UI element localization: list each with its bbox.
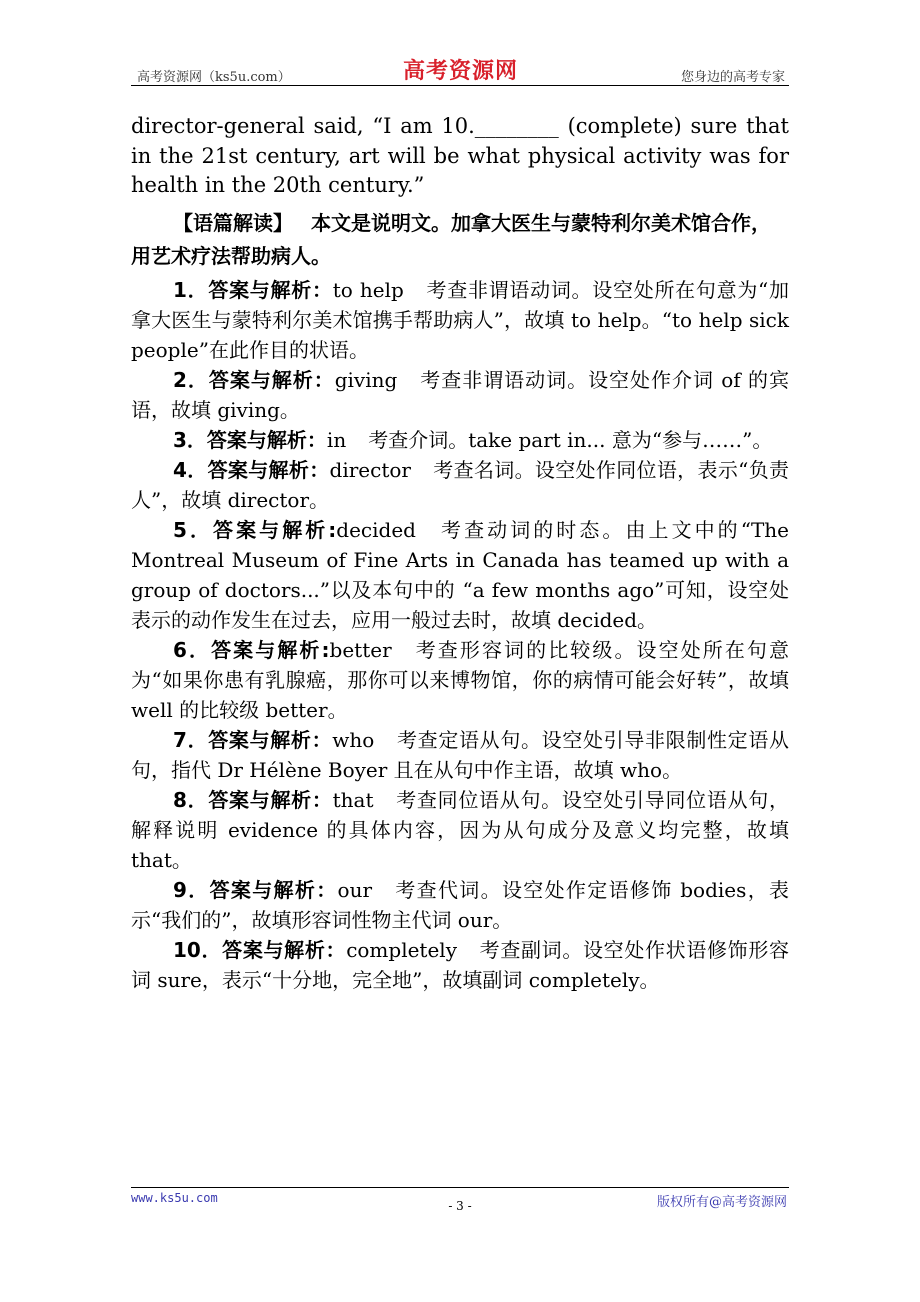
answer-number: 10．: [173, 937, 223, 962]
header-site-name: 高考资源网（ks5u.com）: [137, 70, 291, 85]
page-header: [131, 52, 789, 86]
answer-number: 8．: [173, 787, 209, 812]
answer-number: 3．: [173, 427, 207, 452]
answer-item: [131, 725, 789, 785]
header-logo: 高考资源网: [403, 58, 519, 84]
answer-explanation: 考查定语从句。设空处引导非限制性定语从句，指代 Dr Hélène Boyer 且在从句中作主语，故填 who。: [131, 727, 790, 782]
answer-key: in: [326, 427, 347, 452]
answer-explanation: 考查非谓语动词。设空处作介词 of 的宾语，故填 giving。: [131, 367, 790, 422]
answer-list: [131, 275, 789, 995]
answer-label: 答案与解析：: [208, 787, 333, 812]
answer-label: 答案与解析：: [209, 877, 338, 902]
answer-label: 答案与解析：: [206, 427, 327, 452]
answer-item: [131, 635, 789, 725]
discourse-analysis-text: 本文是说明文。加拿大医生与蒙特利尔美术馆合作，用艺术疗法帮助病人。: [131, 210, 771, 268]
answer-key: our: [337, 877, 373, 902]
answer-item: [131, 935, 789, 995]
answer-key: who: [332, 727, 375, 752]
passage-end: director-general said, “I am 10.________ (complete) sure that in the 21st century, art will be what physical activity was for health in the 20th century.”: [131, 114, 789, 198]
answer-explanation: 考查副词。设空处作状语修饰形容词 sure，表示“十分地，完全地”，故填副词 completely。: [131, 937, 790, 992]
header-slogan: 您身边的高考专家: [680, 70, 785, 85]
answer-key: giving: [334, 367, 398, 392]
answer-explanation: 考查名词。设空处作同位语，表示“负责人”，故填 director。: [131, 457, 790, 512]
answer-key: decided: [336, 517, 416, 542]
answer-label: 答案与解析：: [222, 937, 347, 962]
footer-copyright: 版权所有@高考资源网: [656, 1195, 787, 1210]
answer-explanation: 考查同位语从句。设空处引导同位语从句，解释说明 evidence 的具体内容，因为从句成分及意义均完整，故填 that。: [131, 787, 790, 872]
answer-item: [131, 365, 789, 425]
answer-number: 9．: [173, 877, 210, 902]
header-divider: [131, 85, 789, 86]
discourse-analysis-label: 【语篇解读】: [173, 210, 293, 235]
page-number: - 3 -: [448, 1199, 472, 1213]
answer-number: 2．: [173, 367, 209, 392]
answer-label: 答案与解析：: [208, 277, 333, 302]
answer-key: completely: [346, 937, 457, 962]
footer-website: www.ks5u.com: [131, 1191, 218, 1205]
answer-number: 5．: [173, 517, 214, 542]
answer-key: director: [329, 457, 411, 482]
discourse-analysis: [131, 207, 789, 273]
answer-key: to help: [332, 277, 404, 302]
answer-explanation: 考查代词。设空处作定语修饰 bodies，表示“我们的”，故填形容词性物主代词 our。: [131, 877, 790, 932]
answer-key: better: [329, 637, 392, 662]
answer-explanation: 考查动词的时态。由上文中的“The Montreal Museum of Fine Arts in Canada has teamed up with a group of doctors...”以及本句中的 “a few months ago”可知，设空处表示的动作发生在过去，应用一般过去时，故填 decided。: [131, 517, 790, 632]
answer-label: 答案与解析:: [213, 517, 337, 542]
answer-label: 答案与解析：: [208, 367, 335, 392]
answer-number: 4．: [173, 457, 208, 482]
answer-explanation: 考查形容词的比较级。设空处所在句意为“如果你患有乳腺癌，那你可以来博物馆，你的病情可能会好转”，故填 well 的比较级 better。: [131, 637, 790, 722]
answer-key: that: [332, 787, 374, 812]
answer-number: 6．: [173, 637, 212, 662]
answer-item: [131, 515, 789, 635]
answer-explanation: 考查介词。take part in... 意为“参与……”。: [368, 427, 773, 452]
answer-item: [131, 785, 789, 875]
answer-label: 答案与解析：: [208, 727, 333, 752]
answer-explanation: 考查非谓语动词。设空处所在句意为“加拿大医生与蒙特利尔美术馆携手帮助病人”，故填 to help。“to help sick people”在此作目的状语。: [131, 277, 789, 362]
answer-item: [131, 455, 789, 515]
answer-item: [131, 275, 789, 365]
answer-label: 答案与解析:: [211, 637, 330, 662]
answer-number: 7．: [173, 727, 209, 752]
answer-number: 1．: [173, 277, 209, 302]
page-content: [131, 112, 789, 995]
footer-divider: [131, 1187, 789, 1188]
answer-item: [131, 875, 789, 935]
answer-item: [131, 425, 789, 455]
answer-label: 答案与解析：: [207, 457, 330, 482]
